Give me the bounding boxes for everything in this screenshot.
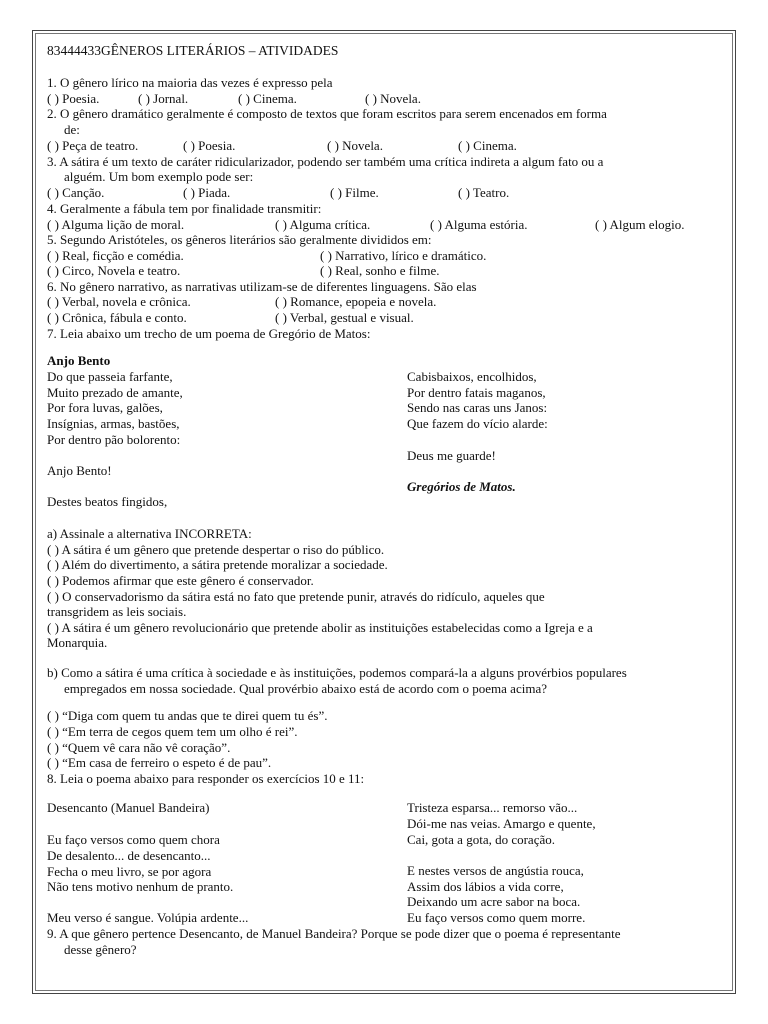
poem-2-right-line: Eu faço versos como quem morre. <box>407 910 586 925</box>
qa-option-4: ( ) O conservadorismo da sátira está no fato que pretende punir, através do ridículo, aqueles que <box>47 589 545 604</box>
question-3-text-cont: alguém. Um bom exemplo pode ser: <box>64 169 254 184</box>
poem-2-line: Meu verso é sangue. Volúpia ardente... <box>47 910 249 925</box>
question-3-text: 3. A sátira é um texto de caráter ridicularizador, podendo ser também uma crítica indireta a algum fato ou a <box>47 154 604 169</box>
poem-2-line: Fecha o meu livro, se por agora <box>47 864 212 879</box>
qb-option-2: ( ) “Em terra de cegos quem tem um olho é rei”. <box>47 724 298 739</box>
poem-2-right-line: Deixando um acre sabor na boca. <box>407 894 581 909</box>
q6-option-1: ( ) Verbal, novela e crônica. <box>47 294 191 309</box>
poem-2-line: Eu faço versos como quem chora <box>47 832 220 847</box>
q3-option-2: ( ) Piada. <box>183 185 231 200</box>
question-6-text: 6. No gênero narrativo, as narrativas utilizam-se de diferentes linguagens. São elas <box>47 279 477 294</box>
poem-2-right-line: Dói-me nas veias. Amargo e quente, <box>407 816 596 831</box>
qa-option-1: ( ) A sátira é um gênero que pretende despertar o riso do público. <box>47 542 385 557</box>
question-1-text: 1. O gênero lírico na maioria das vezes é expresso pela <box>47 75 333 90</box>
q2-option-4: ( ) Cinema. <box>458 138 517 153</box>
qb-option-1: ( ) “Diga com quem tu andas que te direi quem tu és”. <box>47 708 328 723</box>
q3-option-3: ( ) Filme. <box>330 185 379 200</box>
poem-1-refrain: Anjo Bento! <box>47 463 112 478</box>
q5-option-4: ( ) Real, sonho e filme. <box>320 263 440 278</box>
qa-option-3: ( ) Podemos afirmar que este gênero é conservador. <box>47 573 314 588</box>
poem-2-title: Desencanto (Manuel Bandeira) <box>47 800 210 815</box>
poem-1-right-line: Por dentro fatais maganos, <box>407 385 546 400</box>
question-9-text-cont: desse gênero? <box>64 942 137 957</box>
question-2-text-cont: de: <box>64 122 80 137</box>
q1-option-4: ( ) Novela. <box>365 91 421 106</box>
qb-option-3: ( ) “Quem vê cara não vê coração”. <box>47 740 231 755</box>
q2-option-1: ( ) Peça de teatro. <box>47 138 139 153</box>
q4-option-1: ( ) Alguma lição de moral. <box>47 217 185 232</box>
q4-option-2: ( ) Alguma crítica. <box>275 217 371 232</box>
qa-option-5-cont: Monarquia. <box>47 635 108 650</box>
poem-1-line: Insígnias, armas, bastões, <box>47 416 180 431</box>
question-9-text: 9. A que gênero pertence Desencanto, de Manuel Bandeira? Porque se pode dizer que o poema é representante <box>47 926 621 941</box>
qa-option-5: ( ) A sátira é um gênero revolucionário que pretende abolir as instituições estabelecidas como a Igreja e a <box>47 620 593 635</box>
poem-1-right-line: Que fazem do vício alarde: <box>407 416 548 431</box>
q3-option-1: ( ) Canção. <box>47 185 105 200</box>
page-title: 83444433GÊNEROS LITERÁRIOS – ATIVIDADES <box>47 43 339 58</box>
q2-option-2: ( ) Poesia. <box>183 138 236 153</box>
qb-option-4: ( ) “Em casa de ferreiro o espeto é de pau”. <box>47 755 272 770</box>
poem-2-right-line: Tristeza esparsa... remorso vão... <box>407 800 578 815</box>
q1-option-3: ( ) Cinema. <box>238 91 297 106</box>
q4-option-3: ( ) Alguma estória. <box>430 217 528 232</box>
poem-2-right-line: Cai, gota a gota, do coração. <box>407 832 555 847</box>
poem-1-author: Gregórios de Matos. <box>407 479 516 494</box>
poem-1-right-refrain: Deus me guarde! <box>407 448 496 463</box>
question-7-text: 7. Leia abaixo um trecho de um poema de Gregório de Matos: <box>47 326 371 341</box>
poem-1-right-line: Sendo nas caras uns Janos: <box>407 400 548 415</box>
q1-option-1: ( ) Poesia. <box>47 91 100 106</box>
poem-1-right-line: Cabisbaixos, encolhidos, <box>407 369 537 384</box>
question-8-text: 8. Leia o poema abaixo para responder os exercícios 10 e 11: <box>47 771 365 786</box>
qa-option-4-cont: transgridem as leis sociais. <box>47 604 187 619</box>
poem-2-line: De desalento... de desencanto... <box>47 848 211 863</box>
q6-option-3: ( ) Crônica, fábula e conto. <box>47 310 187 325</box>
q5-option-1: ( ) Real, ficção e comédia. <box>47 248 184 263</box>
q5-option-3: ( ) Circo, Novela e teatro. <box>47 263 181 278</box>
q5-option-2: ( ) Narrativo, lírico e dramático. <box>320 248 487 263</box>
poem-1-closing: Destes beatos fingidos, <box>47 494 168 509</box>
question-2-text: 2. O gênero dramático geralmente é composto de textos que foram escritos para serem encenados em forma <box>47 106 607 121</box>
poem-1-title: Anjo Bento <box>47 353 111 368</box>
question-b-text: b) Como a sátira é uma crítica à sociedade e às instituições, podemos compará-la a alguns provérbios populares <box>47 665 627 680</box>
poem-1-line: Muito prezado de amante, <box>47 385 183 400</box>
q2-option-3: ( ) Novela. <box>327 138 383 153</box>
q6-option-4: ( ) Verbal, gestual e visual. <box>275 310 414 325</box>
poem-1-line: Por dentro pão bolorento: <box>47 432 181 447</box>
q4-option-4: ( ) Algum elogio. <box>595 217 685 232</box>
question-b-text-cont: empregados em nossa sociedade. Qual provérbio abaixo está de acordo com o poema acima? <box>64 681 547 696</box>
poem-2-line: Não tens motivo nenhum de pranto. <box>47 879 234 894</box>
q1-option-2: ( ) Jornal. <box>138 91 189 106</box>
question-4-text: 4. Geralmente a fábula tem por finalidade transmitir: <box>47 201 322 216</box>
question-a-text: a) Assinale a alternativa INCORRETA: <box>47 526 252 541</box>
poem-2-right-line: Assim dos lábios a vida corre, <box>407 879 564 894</box>
question-5-text: 5. Segundo Aristóteles, os gêneros literários são geralmente divididos em: <box>47 232 432 247</box>
poem-1-line: Do que passeia farfante, <box>47 369 173 384</box>
q6-option-2: ( ) Romance, epopeia e novela. <box>275 294 437 309</box>
q3-option-4: ( ) Teatro. <box>458 185 510 200</box>
poem-2-right-line: E nestes versos de angústia rouca, <box>407 863 584 878</box>
qa-option-2: ( ) Além do divertimento, a sátira pretende moralizar a sociedade. <box>47 557 388 572</box>
poem-1-line: Por fora luvas, galões, <box>47 400 163 415</box>
